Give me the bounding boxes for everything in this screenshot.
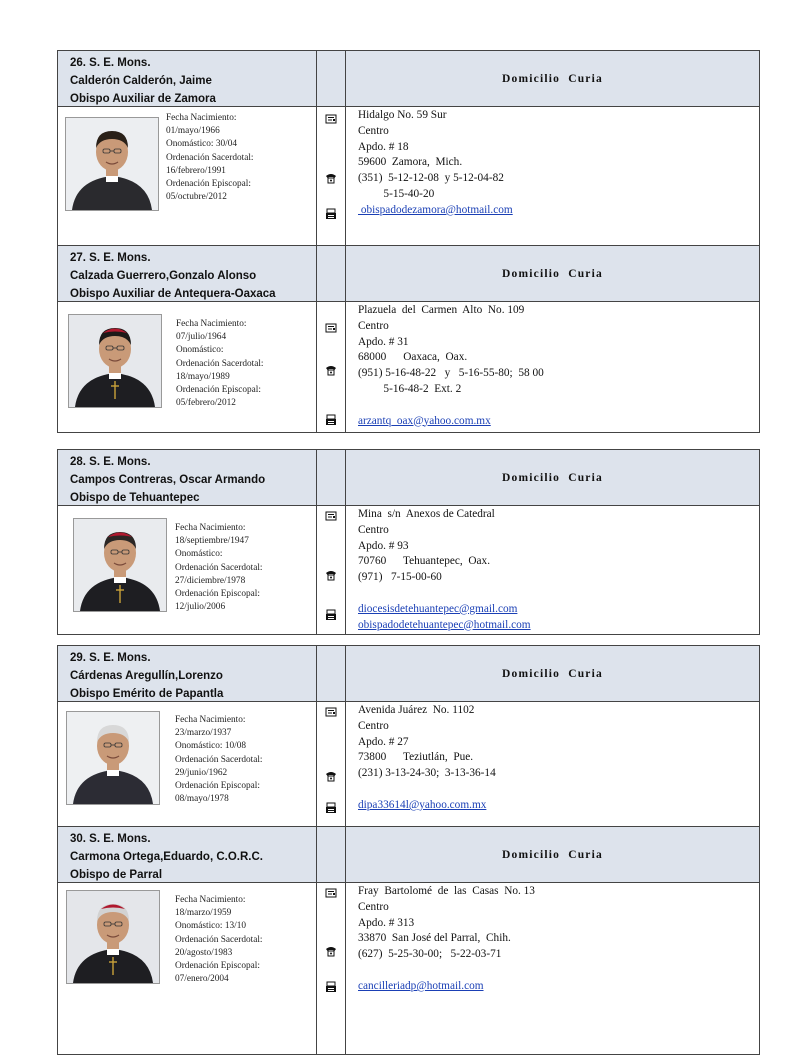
bishop-portrait — [66, 711, 160, 805]
domicilio-curia-label: Domicilio Curia — [502, 848, 603, 861]
bishop-portrait — [66, 890, 160, 984]
email-link[interactable]: cancilleriadp@hotmail.com — [358, 979, 484, 992]
date-line: Ordenación Episcopal: — [175, 589, 260, 600]
bishop-heading — [58, 51, 316, 106]
entry-number: 30. S. E. Mons. — [70, 833, 151, 845]
biographical-dates — [166, 112, 254, 204]
photo-cell — [58, 506, 316, 634]
address-line: Centro — [358, 124, 389, 137]
address-line: Centro — [358, 523, 389, 536]
header-spacer — [316, 450, 346, 505]
date-line: 18/marzo/1959 — [175, 908, 232, 919]
email-link[interactable]: diocesisdetehuantepec@gmail.com — [358, 602, 518, 615]
card-header — [58, 827, 759, 883]
date-line: Fecha Nacimiento: — [166, 113, 237, 123]
bishop-heading — [58, 827, 316, 882]
header-spacer — [316, 827, 346, 882]
date-line: 07/enero/2004 — [175, 974, 229, 985]
card-header — [58, 51, 759, 107]
domicilio-curia-label: Domicilio Curia — [502, 72, 603, 85]
date-line: 20/agosto/1983 — [175, 947, 233, 958]
address-line: 68000 Oaxaca, Oax. — [358, 351, 468, 364]
phone-icon — [325, 364, 337, 376]
header-spacer — [316, 246, 346, 301]
card-header — [58, 450, 759, 506]
date-line: 05/febrero/2012 — [176, 398, 236, 409]
phone-icon — [325, 569, 337, 581]
phone-icon — [325, 770, 337, 782]
address-line: (627) 5-25-30-00; 5-22-03-71 — [358, 948, 502, 961]
address-icon — [325, 887, 337, 899]
date-line: 08/mayo/1978 — [175, 794, 229, 805]
address-line: Avenida Juárez No. 1102 — [358, 704, 475, 716]
date-line: Fecha Nacimiento: — [176, 319, 247, 329]
date-line: 01/mayo/1966 — [166, 126, 220, 137]
date-line: 16/febrero/1991 — [166, 165, 226, 176]
photo-cell — [58, 883, 316, 1054]
address-block — [346, 506, 759, 634]
address-line: Apdo. # 27 — [358, 735, 409, 748]
email-link[interactable]: obispadodezamora@hotmail.com — [358, 203, 513, 216]
date-line: Fecha Nacimiento: — [175, 715, 246, 725]
entry-number: 28. S. E. Mons. — [70, 456, 151, 468]
header-spacer — [316, 646, 346, 701]
address-line: 59600 Zamora, Mich. — [358, 156, 463, 169]
phone-icon — [325, 945, 337, 957]
contact-icons — [316, 506, 346, 634]
biographical-dates — [176, 318, 264, 410]
address-line: Mina s/n Anexos de Catedral — [358, 508, 495, 520]
email-link[interactable]: obispadodetehuantepec@hotmail.com — [358, 618, 531, 631]
address-line: Centro — [358, 900, 389, 913]
card-header — [58, 246, 759, 302]
address-line — [358, 586, 759, 602]
fax-icon — [325, 208, 337, 220]
entry-number: 29. S. E. Mons. — [70, 652, 151, 664]
card-body — [58, 883, 759, 1054]
address-line: Centro — [358, 719, 389, 732]
address-icon — [325, 510, 337, 522]
biographical-dates — [175, 894, 263, 986]
photo-cell — [58, 302, 316, 432]
date-line: 18/septiembre/1947 — [175, 536, 249, 547]
date-line: 05/octubre/2012 — [166, 192, 227, 203]
date-line: Ordenación Episcopal: — [166, 179, 251, 190]
address-line: Apdo. # 313 — [358, 916, 415, 929]
bishop-name: Carmona Ortega,Eduardo, C.O.R.C. — [70, 851, 263, 863]
address-line: Hidalgo No. 59 Sur — [358, 109, 447, 121]
date-line: Onomástico: 30/04 — [166, 139, 238, 150]
address-line: 70760 Tehuantepec, Oax. — [358, 555, 491, 568]
date-line: 23/marzo/1937 — [175, 728, 232, 739]
bishop-name: Calderón Calderón, Jaime — [70, 75, 212, 87]
header-spacer — [316, 51, 346, 106]
date-line: Fecha Nacimiento: — [175, 523, 246, 533]
address-line: (971) 7-15-00-60 — [358, 571, 442, 584]
domicilio-curia-label: Domicilio Curia — [502, 471, 603, 484]
contact-icons — [316, 883, 346, 1054]
address-block — [346, 302, 759, 432]
date-line: 07/julio/1964 — [176, 332, 227, 343]
address-line: Apdo. # 18 — [358, 140, 409, 153]
fax-icon — [325, 802, 337, 814]
bishop-title: Obispo de Tehuantepec — [70, 492, 200, 504]
date-line: Ordenación Episcopal: — [175, 961, 260, 972]
biographical-dates — [175, 714, 263, 806]
date-line: Fecha Nacimiento: — [175, 895, 246, 905]
bishop-card — [57, 245, 760, 433]
address-line: (351) 5-12-12-08 y 5-12-04-82 — [358, 172, 504, 185]
entry-number: 27. S. E. Mons. — [70, 252, 151, 264]
date-line: 27/diciembre/1978 — [175, 575, 246, 586]
address-line: 5-16-48-2 Ext. 2 — [358, 382, 462, 395]
bishop-heading — [58, 646, 316, 701]
contact-icons — [316, 302, 346, 432]
date-line: Ordenación Episcopal: — [175, 781, 260, 792]
card-header — [58, 646, 759, 702]
address-line — [358, 398, 759, 414]
email-link[interactable]: arzantq_oax@yahoo.com.mx — [358, 414, 491, 427]
bishop-portrait — [65, 117, 159, 211]
address-line: 5-15-40-20 — [358, 187, 435, 200]
bishop-name: Calzada Guerrero,Gonzalo Alonso — [70, 270, 257, 282]
date-line: 29/junio/1962 — [175, 767, 228, 778]
address-line: Apdo. # 31 — [358, 335, 409, 348]
address-line — [358, 782, 759, 798]
date-line: Ordenación Sacerdotal: — [166, 152, 254, 163]
fax-icon — [325, 414, 337, 426]
bishop-name: Campos Contreras, Oscar Armando — [70, 474, 266, 486]
bishop-title: Obispo Auxiliar de Antequera-Oaxaca — [70, 288, 276, 300]
card-body — [58, 302, 759, 432]
address-line: (951) 5-16-48-22 y 5-16-55-80; 58 00 — [358, 367, 544, 380]
address-line: Centro — [358, 319, 389, 332]
address-line: Apdo. # 93 — [358, 539, 409, 552]
card-body — [58, 506, 759, 634]
date-line: Ordenación Episcopal: — [176, 385, 261, 396]
date-line: Onomástico: 10/08 — [175, 741, 247, 752]
address-line: 73800 Teziutlán, Pue. — [358, 751, 474, 764]
date-line: Onomástico: — [175, 549, 223, 560]
email-link[interactable]: dipa33614l@yahoo.com.mx — [358, 798, 487, 811]
date-line: Ordenación Sacerdotal: — [175, 562, 263, 573]
biographical-dates — [175, 522, 263, 614]
address-line: 33870 San José del Parral, Chih. — [358, 932, 511, 945]
domicilio-curia-label: Domicilio Curia — [502, 667, 603, 680]
domicilio-curia-label: Domicilio Curia — [502, 267, 603, 280]
address-icon — [325, 706, 337, 718]
bishop-portrait — [73, 518, 167, 612]
date-line: Ordenación Sacerdotal: — [176, 358, 264, 369]
address-icon — [325, 322, 337, 334]
phone-icon — [325, 172, 337, 184]
address-icon — [325, 113, 337, 125]
address-block — [346, 883, 759, 1054]
date-line: Onomástico: 13/10 — [175, 921, 247, 932]
address-line: Plazuela del Carmen Alto No. 109 — [358, 304, 525, 316]
bishop-name: Cárdenas Aregullín,Lorenzo — [70, 670, 223, 682]
address-line: (231) 3-13-24-30; 3-13-36-14 — [358, 767, 496, 780]
bishop-heading — [58, 450, 316, 505]
entry-number: 26. S. E. Mons. — [70, 57, 151, 69]
date-line: Onomástico: — [176, 345, 224, 356]
date-line: Ordenación Sacerdotal: — [175, 934, 263, 945]
bishop-title: Obispo de Parral — [70, 869, 163, 881]
bishop-heading — [58, 246, 316, 301]
bishop-card — [57, 449, 760, 635]
fax-icon — [325, 981, 337, 993]
fax-icon — [325, 609, 337, 621]
address-line: Fray Bartolomé de las Casas No. 13 — [358, 885, 535, 897]
bishop-title: Obispo Emérito de Papantla — [70, 688, 224, 700]
date-line: Ordenación Sacerdotal: — [175, 754, 263, 765]
address-line — [358, 963, 759, 979]
date-line: 12/julio/2006 — [175, 602, 226, 613]
bishop-card — [57, 826, 760, 1055]
bishop-portrait — [68, 314, 162, 408]
date-line: 18/mayo/1989 — [176, 371, 230, 382]
bishop-title: Obispo Auxiliar de Zamora — [70, 93, 216, 105]
